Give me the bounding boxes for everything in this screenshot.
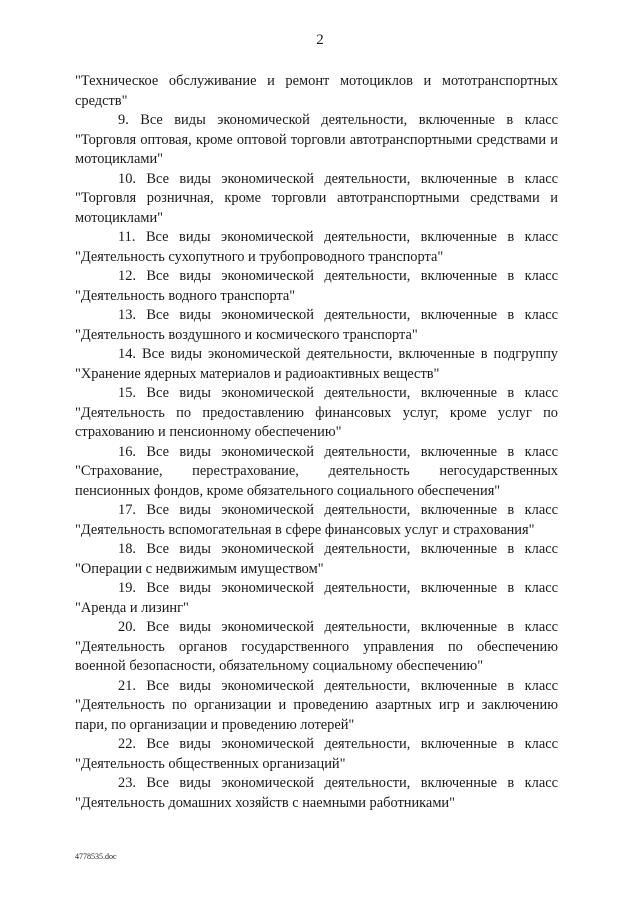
document-paragraph: 13. Все виды экономической деятельности, включенные в класс "Деятельность воздушного и космического транспорта" [75,307,558,343]
document-paragraph: 23. Все виды экономической деятельности, включенные в класс "Деятельность домашних хозяйств с наемными работниками" [75,775,558,811]
page-number: 2 [316,32,324,48]
document-paragraph: "Техническое обслуживание и ремонт мотоциклов и мототранспортных средств" [75,73,558,109]
document-paragraph: 9. Все виды экономической деятельности, включенные в класс "Торговля оптовая, кроме оптовой торговли автотранспортными средствами и мотоциклами" [75,112,558,167]
document-body [75,72,558,813]
document-paragraph: 20. Все виды экономической деятельности, включенные в класс "Деятельность органов государственного управления по обеспечению военной безопасности, обязательному социальному обеспечению" [75,619,558,674]
footer-file-code: 4778535.doc [75,852,117,861]
document-paragraph: 10. Все виды экономической деятельности, включенные в класс "Торговля розничная, кроме торговли автотранспортными средствами и мотоциклами" [75,170,558,226]
document-paragraph: 22. Все виды экономической деятельности, включенные в класс "Деятельность общественных организаций" [75,736,558,772]
document-paragraph: 18. Все виды экономической деятельности, включенные в класс "Операции с недвижимым имуществом" [75,541,558,577]
document-paragraph: 15. Все виды экономической деятельности, включенные в класс "Деятельность по предоставлению финансовых услуг, кроме услуг по страхованию и пенсионному обеспечению" [75,385,558,440]
document-paragraph: 14. Все виды экономической деятельности, включенные в подгруппу "Хранение ядерных материалов и радиоактивных веществ" [75,346,558,382]
document-paragraph: 12. Все виды экономической деятельности, включенные в класс "Деятельность водного транспорта" [75,268,558,304]
document-paragraph: 11. Все виды экономической деятельности, включенные в класс "Деятельность сухопутного и трубопроводного транспорта" [75,229,558,265]
document-paragraph: 19. Все виды экономической деятельности, включенные в класс "Аренда и лизинг" [75,580,558,616]
document-paragraph: 17. Все виды экономической деятельности, включенные в класс "Деятельность вспомогательная в сфере финансовых услуг и страхования" [75,502,558,538]
document-paragraph: 16. Все виды экономической деятельности, включенные в класс "Страхование, перестрахование, деятельность негосударственных пенсионных фондов, кроме обязательного социального обеспечения" [75,443,558,499]
document-paragraph: 21. Все виды экономической деятельности, включенные в класс "Деятельность по организации и проведению азартных игр и заключению пари, по организации и проведению лотерей" [75,677,558,733]
